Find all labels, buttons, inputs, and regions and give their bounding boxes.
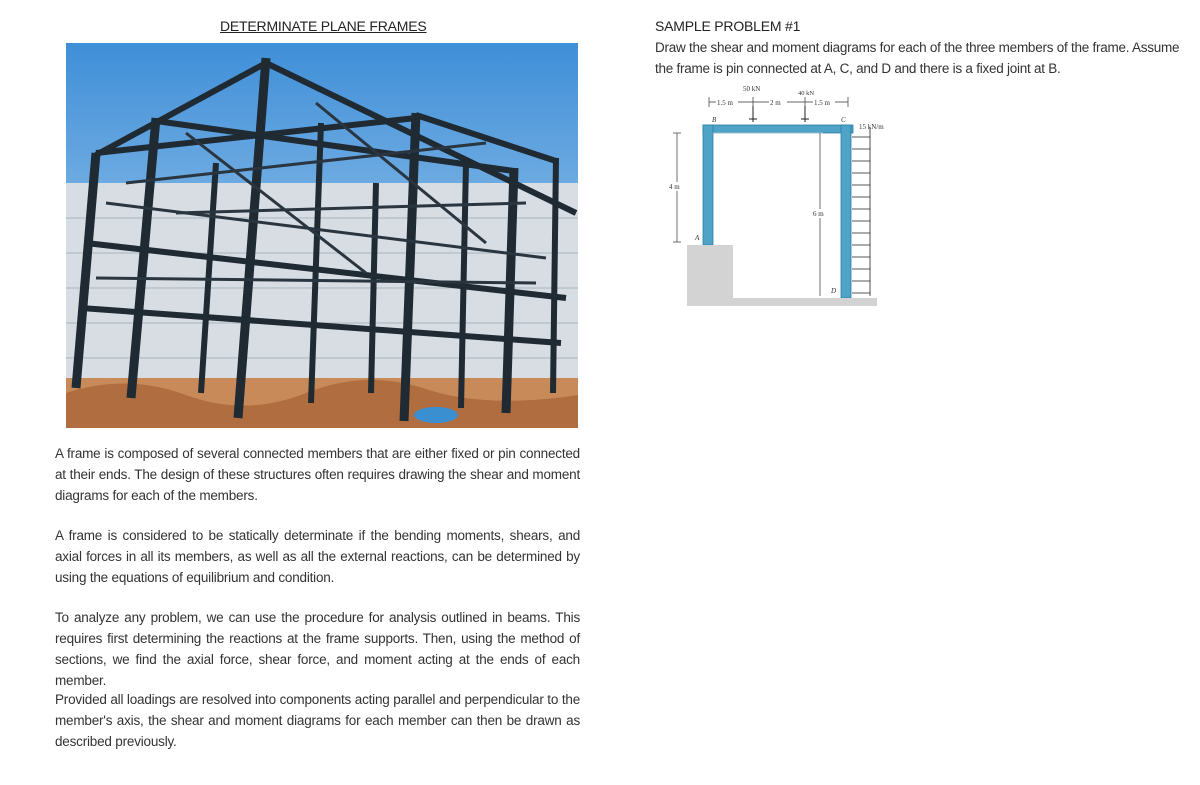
point-load-arrows — [749, 106, 809, 122]
beam-BC — [703, 125, 853, 133]
point-D-label: D — [831, 287, 837, 295]
point-C-label: C — [841, 116, 846, 124]
distributed-load-arrows — [852, 127, 870, 296]
paragraph-loading-components: Provided all loadings are resolved into components acting parallel and perpendicular to the member's axis, the shear and moment diagrams for each member can then be drawn as described previously. — [55, 692, 580, 749]
load2-label: 40 kN — [798, 90, 815, 97]
document-title: DETERMINATE PLANE FRAMES — [220, 18, 427, 34]
height-left-label: 4 m — [669, 183, 680, 191]
dim1-label: 1.5 m — [717, 99, 733, 107]
problem-title: SAMPLE PROBLEM #1 — [655, 18, 801, 34]
problem-statement: Draw the shear and moment diagrams for each of the three members of the frame. Assume the frame is pin connected at A, C, and D and there is a fixed joint at B. — [655, 40, 1180, 76]
height-right-label: 6 m — [813, 210, 824, 218]
ground-A — [687, 245, 733, 303]
dim3-label: 1.5 m — [814, 99, 830, 107]
column-AB — [703, 125, 713, 245]
paragraph-statically-determinate: A frame is considered to be statically determinate if the bending moments, shears, and axial forces in all its members, as well as all the external reactions, can be determined by using the equations of equilibrium and condition. — [55, 528, 580, 585]
column-CD — [841, 125, 851, 298]
point-B-label: B — [712, 116, 717, 124]
distributed-load-label: 15 kN/m — [859, 123, 884, 131]
load1-label: 50 kN — [743, 85, 761, 93]
dim2-label: 2 m — [770, 99, 781, 107]
frame-figure — [665, 82, 895, 312]
ground-base — [687, 298, 877, 306]
paragraph-analysis-procedure: To analyze any problem, we can use the procedure for analysis outlined in beams. This requires first determining the reactions at the frame supports. Then, using the method of sections, we find the axial force, shear force, and moment acting at the ends of each member. — [55, 610, 580, 688]
paragraph-frame-composition: A frame is composed of several connected members that are either fixed or pin connected at their ends. The design of these structures often requires drawing the shear and moment diagrams for each of the members. — [55, 446, 580, 503]
point-A-label: A — [695, 234, 700, 242]
steel-frame-photo — [66, 43, 578, 428]
